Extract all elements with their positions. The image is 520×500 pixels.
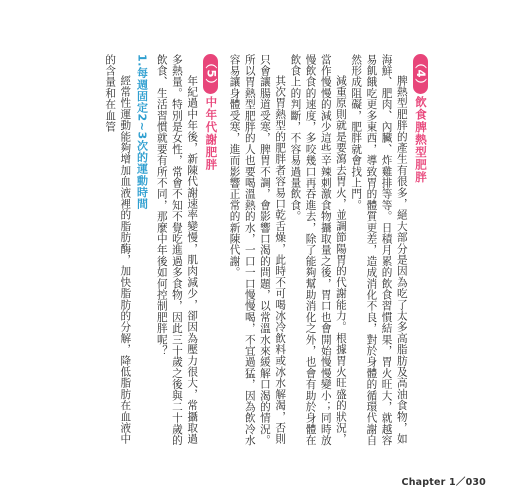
section-number: 4 <box>414 69 428 79</box>
section-number-badge: （4） <box>413 54 428 94</box>
vertical-text-body <box>94 54 430 454</box>
section-number: 5 <box>204 69 219 79</box>
section-heading <box>413 54 428 454</box>
section-4 <box>226 54 428 454</box>
subsection-index: 1. <box>135 54 149 68</box>
paragraph: 其次胃熱型的肥胖者容易口乾舌燥，此時不可喝冰冷飲料或冰水解渴，否則只會讓腸道受寒，脾胃不調，會影響口渴的問題，以常溫水來緩解口渴的情況。所以胃熱型肥胖的人也要喝溫熱的水，一口一口慢慢喝，不宜過猛，因為飲冷水容易讓身體受寒，進而影響正常的新陳代謝。 <box>228 54 287 446</box>
chapter-page-footer: Chapter 1／030 <box>401 477 486 488</box>
subsection-title: 每週固定2~3次的運動時間 <box>135 67 149 210</box>
paragraph: 減重原則就是要瀉去胃火，並調節陽胃的代謝能力。根據胃火旺盛的狀況，當作慢慢的減少這些辛辣刺激食物攝取量之後，胃口也會開始慢慢變小；同時放慢飲食的速度，多咬幾口再吞進去，除了能夠幫助消化之外，也會有助於身體在飲食上的判斷，不容易過量飲食。 <box>289 54 347 446</box>
section-number-badge: （5） <box>203 54 218 94</box>
paragraph: 經常性運動能夠增加血液裡的脂肪酶，加快脂肪的分解，降低脂肪在血液中的含量和在血管 <box>104 54 132 445</box>
section-5 <box>102 54 218 454</box>
paragraph: 年紀過中年後，新陳代謝速率變慢，肌肉減少，卻因為壓力很大，常攝取過多熱量。特別是女性，常會不知不覺吃進過多食物，因此三十歲之後與二十歲的飲食、生活習慣就要有所不同，那麼中年後如何控制肥胖呢？ <box>155 54 199 446</box>
section-title: 飲食脾熱型肥胖 <box>414 96 428 184</box>
section-title: 中年代謝肥胖 <box>204 96 219 172</box>
section-heading <box>203 54 218 454</box>
subsection-heading <box>134 54 149 454</box>
paragraph: 脾熱型肥胖的產生有很多，絕大部分是因為吃了太多高脂肪及高油食物，如海鮮、肥肉、內臟、炸雞排等等。日積月累的飲食習慣結果，胃火旺大，就越容易飢餓吃更多東西，導致胃的體質更差，造成消化不良，對於身體的循環代謝自然形成阻礙，肥胖就會找上門。 <box>350 54 408 446</box>
